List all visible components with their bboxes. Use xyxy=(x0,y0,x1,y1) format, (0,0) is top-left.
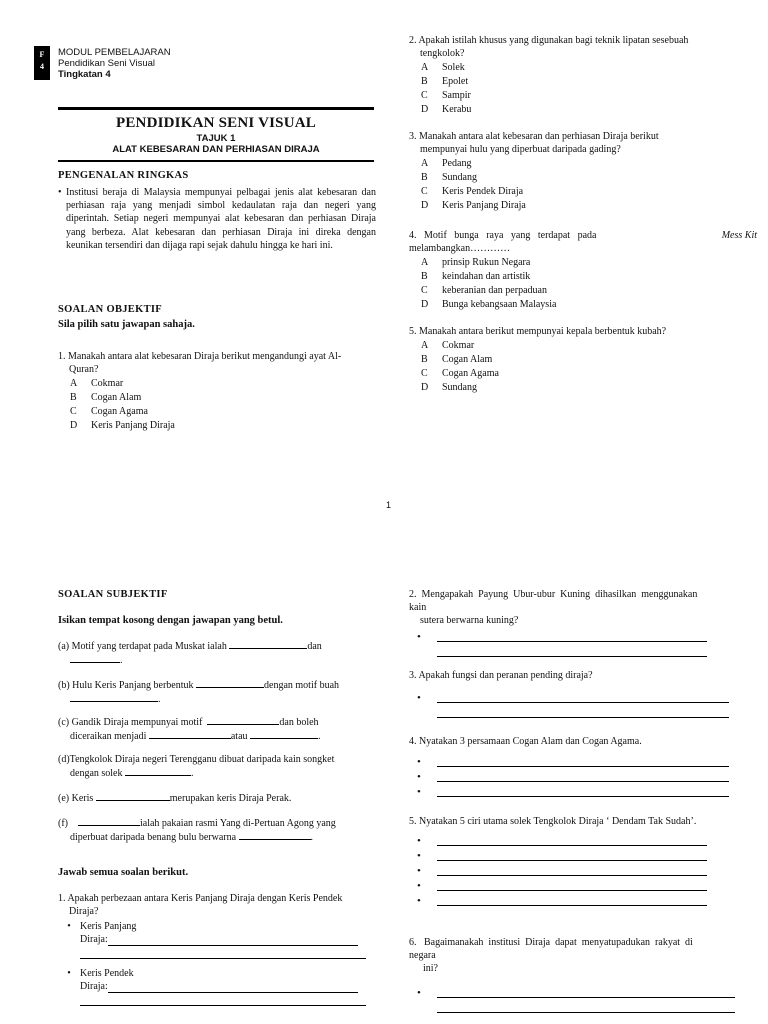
objective-question-3 xyxy=(409,130,739,213)
answer-line[interactable] xyxy=(437,765,729,767)
bullet-icon: • xyxy=(67,921,71,932)
answer-blank[interactable] xyxy=(70,653,120,663)
answer-line[interactable] xyxy=(437,1011,735,1013)
answer-line[interactable] xyxy=(437,655,707,657)
answer-line[interactable] xyxy=(437,889,707,891)
answer-line[interactable] xyxy=(437,844,707,846)
title-divider-top xyxy=(58,107,374,110)
answer-line[interactable] xyxy=(437,904,707,906)
option-d[interactable]: D Kerabu xyxy=(421,104,472,115)
option-a[interactable]: A Cokmar xyxy=(70,378,124,389)
topic-title: ALAT KEBESARAN DAN PERHIASAN DIRAJA xyxy=(112,144,320,155)
option-b[interactable]: B Cogan Alam xyxy=(421,354,493,365)
answer-line[interactable] xyxy=(108,983,358,993)
intro-text: Institusi beraja di Malaysia mempunyai pelbagai jenis alat kebesaran dan perhiasan raja yang menjadi simbol kedaulatan raja dan negeri yang diperintah. Setiap negeri mempunyai alat kebesaran dan perhiasan Diraja yang berbeza. Alat kebesaran dan perhiasan Diraja ini direka dengan keunikan tersendiri dan dijaga rapi sejak dahulu hingga ke hari ini. xyxy=(66,187,376,251)
answer-line[interactable] xyxy=(437,640,707,642)
subjective-question-4: 4. Nyatakan 3 persamaan Cogan Alam dan Cogan Agama. • • • xyxy=(409,735,757,797)
answer-line[interactable] xyxy=(437,716,729,718)
question-text: 1. Manakah antara alat kebesaran Diraja berikut mengandungi ayat Al- xyxy=(58,351,342,362)
bullet-icon: • xyxy=(417,771,421,783)
bullet-icon: • xyxy=(67,968,71,979)
fill-question-f: (f) ialah pakaian rasmi Yang di-Pertuan Agong yang diperbuat daripada benang bulu berwarna . xyxy=(58,818,336,843)
subjective-question-5: 5. Nyatakan 5 ciri utama solek Tengkolok Diraja ‘ Dendam Tak Sudah’. • • • • • xyxy=(409,815,757,906)
bullet-icon: • xyxy=(417,865,421,877)
answer-line[interactable] xyxy=(80,946,366,959)
answer-blank[interactable] xyxy=(78,816,140,826)
subjective-question-2: 2. Mengapakah Payung Ubur-ubur Kuning dihasilkan menggunakan kain sutera berwarna kuning? • xyxy=(409,588,757,657)
option-d[interactable]: D Keris Panjang Diraja xyxy=(70,420,175,431)
answer-all-instruction: Jawab semua soalan berikut. xyxy=(58,867,189,878)
option-a[interactable]: A Cokmar xyxy=(421,340,475,351)
option-b[interactable]: B Sundang xyxy=(421,172,477,183)
answer-line[interactable] xyxy=(437,874,707,876)
option-a[interactable]: A Pedang xyxy=(421,158,472,169)
question-text: 2. Apakah istilah khusus yang digunakan bagi teknik lipatan sesebuah xyxy=(409,35,689,46)
bullet-icon: • xyxy=(417,880,421,892)
question-text-cont: mempunyai hulu yang diperbuat daripada gading? xyxy=(420,144,621,155)
bullet-icon: • xyxy=(417,786,421,798)
answer-blank[interactable] xyxy=(125,766,191,776)
answer-blank[interactable] xyxy=(239,830,311,840)
objective-question-5 xyxy=(409,325,739,395)
bullet-icon: • xyxy=(58,187,62,198)
intro-heading: PENGENALAN RINGKAS xyxy=(58,170,189,181)
answer-line[interactable] xyxy=(108,936,358,946)
fill-question-a: (a) Motif yang terdapat pada Muskat ialah dan . xyxy=(58,641,322,666)
answer-blank[interactable] xyxy=(96,791,170,801)
answer-blank[interactable] xyxy=(70,692,158,702)
tajuk-label: TAJUK 1 xyxy=(196,133,236,144)
option-b[interactable]: B Cogan Alam xyxy=(70,392,142,403)
bullet-icon: • xyxy=(417,631,421,643)
subjective-heading: SOALAN SUBJEKTIF xyxy=(58,589,168,600)
bullet-icon: • xyxy=(417,895,421,907)
question-text-cont: tengkolok? xyxy=(420,48,465,59)
answer-blank[interactable] xyxy=(149,729,231,739)
title-divider-bottom xyxy=(58,160,374,162)
option-c[interactable]: C Cogan Agama xyxy=(70,406,148,417)
answer-line[interactable] xyxy=(80,993,366,1006)
option-d[interactable]: D Sundang xyxy=(421,382,477,393)
answer-line[interactable] xyxy=(437,701,729,703)
bullet-icon: • xyxy=(417,835,421,847)
objective-question-4 xyxy=(409,229,757,312)
subjective-question-3: 3. Apakah fungsi dan peranan pending diraja? • xyxy=(409,669,757,718)
page-number: 1 xyxy=(386,500,392,510)
answer-blank[interactable] xyxy=(207,715,279,725)
question-text: 5. Manakah antara berikut mempunyai kepala berbentuk kubah? xyxy=(409,326,667,337)
bullet-icon: • xyxy=(417,756,421,768)
option-b[interactable]: B keindahan dan artistik xyxy=(421,271,531,282)
option-a[interactable]: A Solek xyxy=(421,62,465,73)
answer-line[interactable] xyxy=(437,859,707,861)
option-c[interactable]: C keberanian dan perpaduan xyxy=(421,285,547,296)
fill-question-c: (c) Gandik Diraja mempunyai motif dan boleh diceraikan menjadi atau . xyxy=(58,717,321,742)
question-text-cont: melambangkan………… xyxy=(409,243,511,254)
subjective-question-6: 6. Bagaimanakah institusi Diraja dapat menyatupadukan rakyat di negara ini? • xyxy=(409,936,757,1013)
objective-question-1 xyxy=(58,350,374,433)
bullet-icon: • xyxy=(417,987,421,999)
answer-blank[interactable] xyxy=(250,729,318,739)
page-title: PENDIDIKAN SENI VISUAL xyxy=(115,115,316,131)
intro-paragraph xyxy=(58,186,376,252)
subjective-question-1: 1. Apakah perbezaan antara Keris Panjang Diraja dengan Keris Pendek Diraja? • Keris Panjang Diraja: • Keris Pendek Diraja: xyxy=(58,892,378,1006)
objective-question-2 xyxy=(409,34,739,117)
bullet-icon: • xyxy=(417,692,421,704)
answer-blank[interactable] xyxy=(196,678,264,688)
answer-line[interactable] xyxy=(437,795,729,797)
objective-heading: SOALAN OBJEKTIF xyxy=(58,304,162,315)
option-d[interactable]: D Bunga kebangsaan Malaysia xyxy=(421,299,557,310)
option-c[interactable]: C Keris Pendek Diraja xyxy=(421,186,524,197)
form-badge: F 4 xyxy=(34,46,50,80)
fill-question-d: (d)Tengkolok Diraja negeri Terengganu dibuat daripada kain songket dengan solek . xyxy=(58,754,335,779)
fill-question-e: (e) Keris merupakan keris Diraja Perak. xyxy=(58,793,292,804)
module-level: Tingkatan 4 xyxy=(58,69,111,80)
module-subject: Pendidikan Seni Visual xyxy=(58,58,156,69)
option-d[interactable]: D Keris Panjang Diraja xyxy=(421,200,526,211)
option-c[interactable]: C Cogan Agama xyxy=(421,368,499,379)
fill-question-b: (b) Hulu Keris Panjang berbentuk dengan motif buah . xyxy=(58,680,340,705)
subjective-instruction: Isikan tempat kosong dengan jawapan yang betul. xyxy=(58,615,283,626)
answer-blank[interactable] xyxy=(229,639,307,649)
question-text: 3. Manakah antara alat kebesaran dan perhiasan Diraja berikut xyxy=(409,131,659,142)
objective-instruction: Sila pilih satu jawapan sahaja. xyxy=(58,319,195,330)
answer-line[interactable] xyxy=(437,996,735,998)
option-c[interactable]: C Sampir xyxy=(421,90,471,101)
module-title: MODUL PEMBELAJARAN xyxy=(58,47,171,58)
option-b[interactable]: B Epolet xyxy=(421,76,469,87)
question-text: 4. Motif bunga raya yang terdapat pada Mess Kit xyxy=(409,230,757,241)
answer-line[interactable] xyxy=(437,780,729,782)
bullet-icon: • xyxy=(417,850,421,862)
question-text-cont: Quran? xyxy=(69,364,99,375)
option-a[interactable]: A prinsip Rukun Negara xyxy=(421,257,531,268)
module-header xyxy=(58,47,171,80)
